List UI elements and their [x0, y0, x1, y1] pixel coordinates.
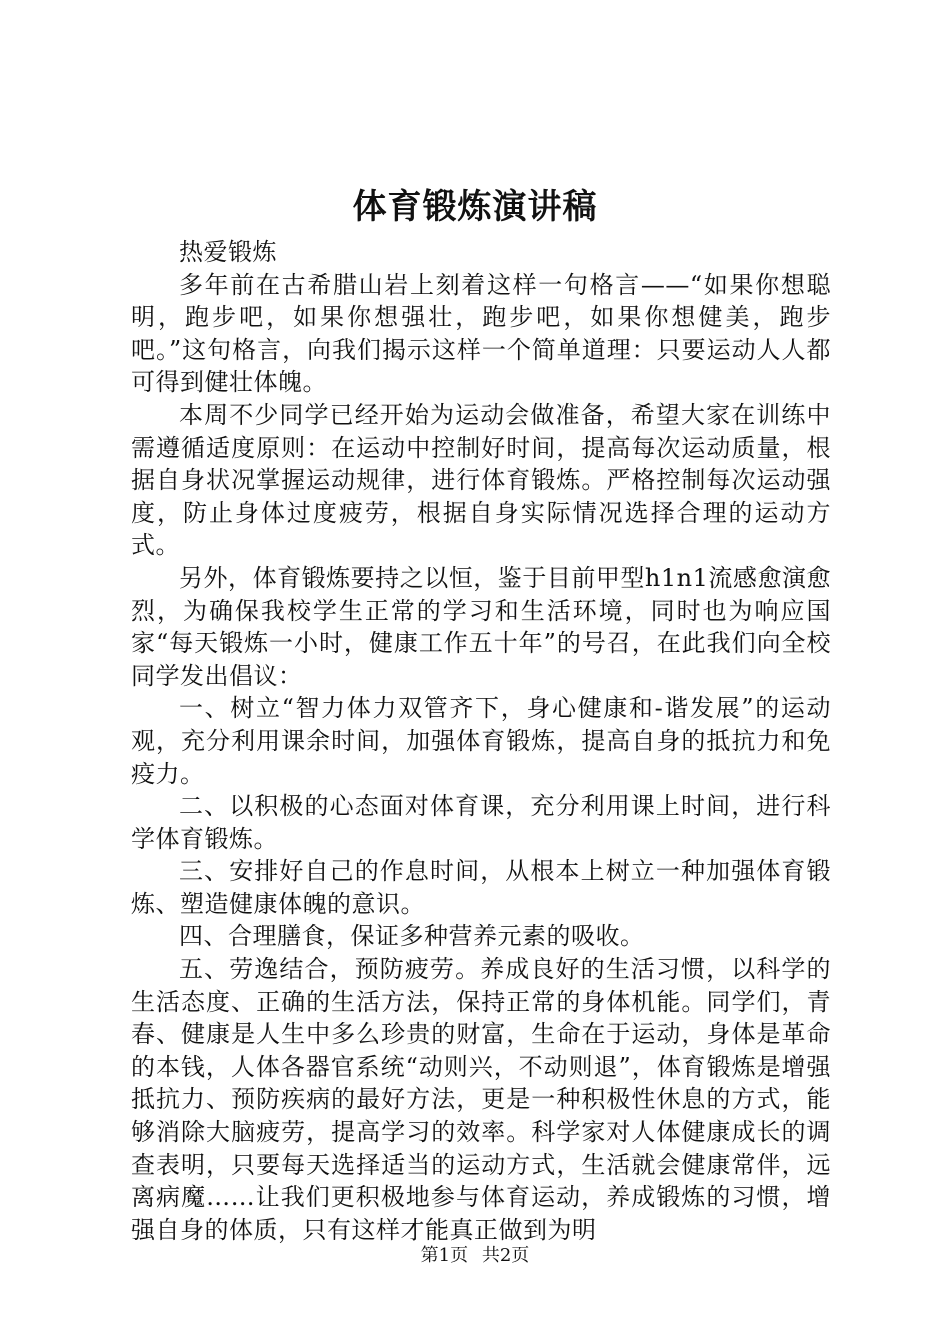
page-total: 共2页: [481, 1245, 530, 1266]
paragraph: 五、劳逸结合，预防疲劳。养成良好的生活习惯，以科学的生活态度、正确的生活方法，保持正常的身体机能。同学们，青春、健康是人生中多么珍贵的财富，生命在于运动，身体是革命的本钱，人体各器官系统“动则兴，不动则退”，体育锻炼是增强抵抗力、预防疾病的最好方法，更是一种积极性休息的方式，能够消除大脑疲劳，提高学习的效率。科学家对人体健康成长的调查表明，只要每天选择适当的运动方式，生活就会健康常伴，远离病魔……让我们更积极地参与体育运动，养成锻炼的习惯，增强自身的体质，只有这样才能真正做到为明: [131, 955, 831, 1244]
paragraph: 四、合理膳食，保证多种营养元素的吸收。: [179, 922, 645, 951]
paragraph: 一、树立“智力体力双管齐下，身心健康和-谐发展”的运动观，充分利用课余时间，加强体育锻炼，提高自身的抵抗力和免疫力。: [131, 694, 831, 788]
page-number: 第1页: [420, 1245, 469, 1266]
paragraph: 二、以积极的心态面对体育课，充分利用课上时间，进行科学体育锻炼。: [131, 792, 831, 853]
document-body: [131, 236, 831, 1246]
paragraph: 三、安排好自己的作息时间，从根本上树立一种加强体育锻炼、塑造健康体魄的意识。: [131, 857, 831, 918]
paragraph-subtitle: 热爱锻炼: [179, 238, 277, 266]
paragraph: 另外，体育锻炼要持之以恒，鉴于目前甲型h1n1流感愈演愈烈，为确保我校学生正常的学习和生活环境，同时也为响应国家“每天锻炼一小时，健康工作五十年”的号召，在此我们向全校同学发出倡议：: [131, 563, 831, 690]
page-footer: [0, 1244, 950, 1268]
paragraph: 本周不少同学已经开始为运动会做准备，希望大家在训练中需遵循适度原则：在运动中控制好时间，提高每次运动质量，根据自身状况掌握运动规律，进行体育锻炼。严格控制每次运动强度，防止身体过度疲劳，根据自身实际情况选择合理的运动方式。: [131, 400, 831, 560]
document-title: 体育锻炼演讲稿: [352, 187, 598, 227]
paragraph: 多年前在古希腊山岩上刻着这样一句格言——“如果你想聪明，跑步吧，如果你想强壮，跑步吧，如果你想健美，跑步吧。”这句格言，向我们揭示这样一个简单道理：只要运动人人都可得到健壮体魄。: [131, 270, 831, 397]
